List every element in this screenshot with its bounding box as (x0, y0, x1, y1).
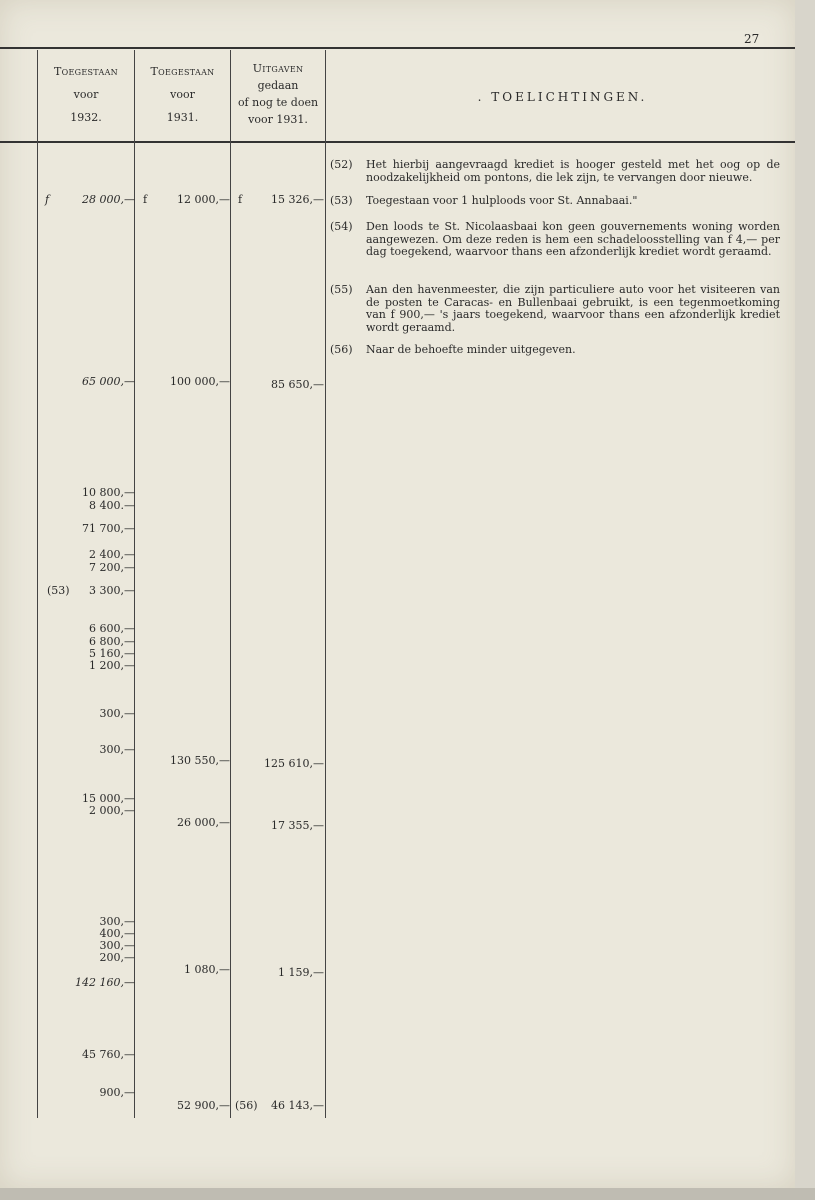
amount-1931: 100 000,— (170, 375, 230, 388)
header-col-uitgaven-line2: gedaan (257, 79, 299, 92)
header-col-1932-line1: Toegestaan (54, 65, 118, 78)
note-text: Naar de behoefte minder uitgegeven. (366, 343, 576, 356)
amount-1932: 2 000,— (89, 804, 135, 817)
header-bottom-rule (0, 141, 795, 143)
reference-56: (56) (235, 1099, 258, 1112)
header-col-uitgaven (231, 60, 325, 128)
florin-sign-col3: f (238, 193, 243, 206)
amount-1931: 52 900,— (177, 1099, 230, 1112)
note-53 (330, 195, 780, 208)
note-55 (330, 284, 780, 334)
amount-1932: 300,— (99, 915, 135, 928)
amount-1932: 300,— (99, 939, 135, 952)
amount-1932: 1 200,— (89, 659, 135, 672)
note-54 (330, 221, 780, 259)
amount-1932: 300,— (99, 707, 135, 720)
header-toelichtingen: . TOELICHTINGEN. (477, 90, 648, 104)
header-col-1932-line3: 1932. (70, 111, 102, 124)
column-rule-4 (325, 50, 326, 1118)
column-rule-1 (37, 50, 38, 1118)
amount-1932: 15 000,— (82, 792, 135, 805)
amount-1932: 3 300,— (89, 584, 135, 597)
amount-1932: 200,— (99, 951, 135, 964)
note-text: Het hierbij aangevraagd krediet is hooger gesteld met het oog op de noodzakelijkheid om pontons, die lek zijn, te vervangen door nieuwe. (366, 158, 780, 184)
note-tag: (56) (330, 343, 353, 356)
amount-1932: 2 400,— (89, 548, 135, 561)
amount-1932: 7 200,— (89, 561, 135, 574)
note-text: Aan den havenmeester, die zijn particuliere auto voor het visiteeren van de posten te Caracas- en Bullenbaai gebruikt, is een tegenmoetkoming van f 900,— 's jaars toegekend, waarvoor thans een afzonderlijk krediet wordt geraamd. (366, 283, 780, 334)
amount-spent: 17 355,— (271, 819, 324, 832)
header-col-1931 (135, 60, 230, 129)
note-tag: (52) (330, 158, 353, 171)
header-col-uitgaven-line4: voor 1931. (248, 113, 308, 126)
amount-1932: 10 800,— (82, 486, 135, 499)
amount-spent: 125 610,— (264, 757, 324, 770)
note-tag: (54) (330, 220, 353, 233)
header-col-1931-line3: 1931. (166, 111, 199, 124)
amount-1932: 65 000,— (82, 375, 135, 388)
note-text: Toegestaan voor 1 hulploods voor St. Annabaai." (366, 194, 638, 207)
amount-1931: 12 000,— (177, 193, 230, 206)
column-rule-3 (230, 50, 231, 1118)
header-col-uitgaven-line3: of nog te doen (237, 96, 319, 109)
amount-1932: 6 600,— (89, 622, 135, 635)
header-col-1932-line2: voor (73, 88, 99, 101)
note-52 (330, 159, 780, 184)
note-tag: (53) (330, 194, 353, 207)
amount-spent: 15 326,— (271, 193, 324, 206)
amount-1931: 130 550,— (170, 754, 230, 767)
amount-1932: 71 700,— (82, 522, 135, 535)
reference-53: (53) (47, 584, 70, 597)
note-tag: (55) (330, 283, 353, 296)
header-col-1931-line2: voor (170, 88, 195, 101)
page-bottom-edge (0, 1188, 815, 1200)
amount-1931: 26 000,— (177, 816, 230, 829)
note-text: Den loods te St. Nicolaasbaai kon geen gouvernements woning worden aangewezen. Om deze reden is hem een schadeloosstelling van f 4,— per dag toegekend, waarvoor thans een afzonderlijk krediet wordt geraamd. (366, 220, 780, 258)
amount-1932: 8 400.— (89, 499, 135, 512)
header-col-1932 (38, 60, 134, 129)
amount-1932: 142 160,— (75, 976, 135, 989)
amount-spent: 85 650,— (271, 378, 324, 391)
amount-1932: 900,— (99, 1086, 135, 1099)
amount-1932: 400,— (99, 927, 135, 940)
florin-sign-col1: f (45, 193, 50, 206)
header-col-1931-line1: Toegestaan (150, 65, 215, 78)
amount-1932: 28 000,— (82, 193, 135, 206)
amount-1932: 300,— (99, 743, 135, 756)
amount-spent: 1 159,— (278, 966, 324, 979)
page-number: 27 (744, 32, 760, 46)
amount-1932: 45 760,— (82, 1048, 135, 1061)
note-56 (330, 344, 780, 357)
amount-1931: 1 080,— (184, 963, 230, 976)
amount-1932: 5 160,— (89, 647, 135, 660)
amount-1932: 6 800,— (89, 635, 135, 648)
header-col-uitgaven-line1: Uitgaven (252, 62, 304, 75)
page-edge (795, 0, 815, 1200)
header-top-rule (0, 47, 795, 49)
florin-sign-col2: f (143, 193, 148, 206)
amount-spent: 46 143,— (271, 1099, 324, 1112)
